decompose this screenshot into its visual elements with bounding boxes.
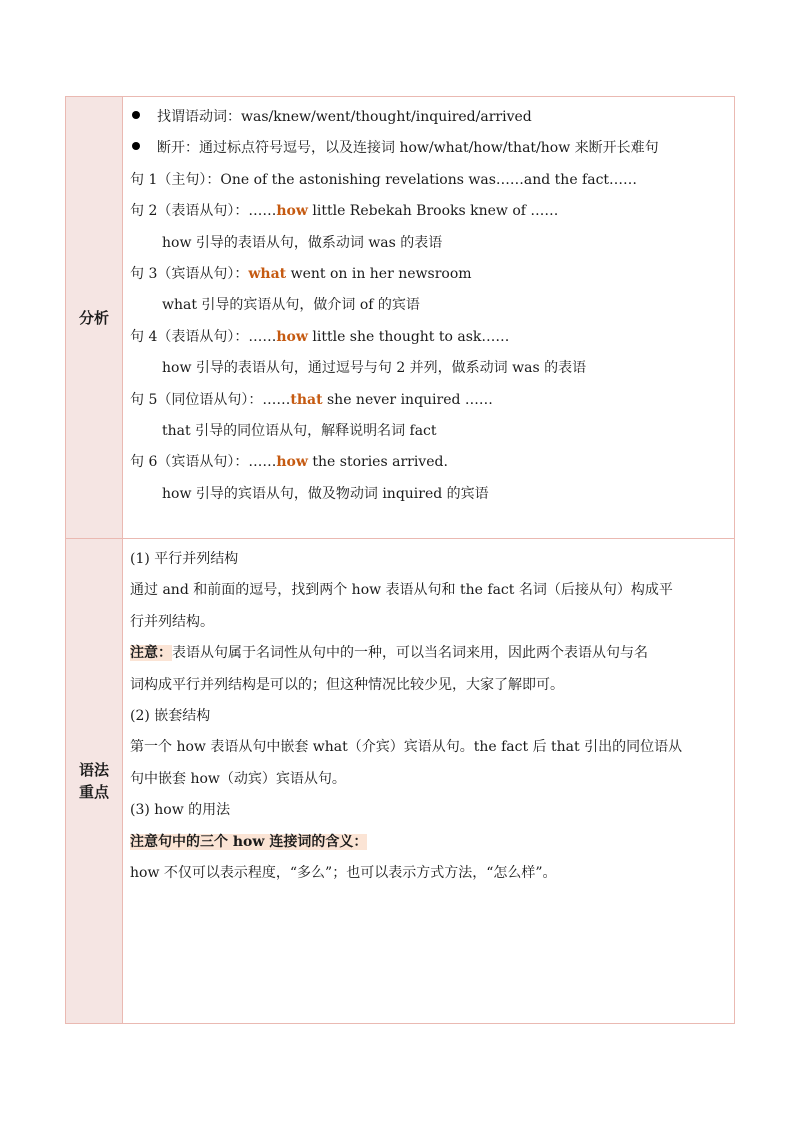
grammar-note-label: 注意：	[130, 645, 172, 662]
sentence-4-note	[130, 353, 728, 384]
bullet-predicates-text: 找谓语动词：was/knew/went/thought/inquired/arrived	[157, 109, 532, 125]
sentence-1-text: 句 1（主句）：One of the astonishing revelations was……and the fact……	[130, 171, 638, 188]
grammar-emphasis-text: 注意句中的三个 how 连接词的含义：	[130, 833, 368, 850]
grammar-label-line-1: 语法	[78, 761, 109, 779]
sentence-3-keyword: what	[248, 265, 287, 282]
grammar-para-parallel-2-text: 行并列结构。	[130, 613, 214, 630]
sentence-2-keyword: how	[276, 203, 308, 220]
grammar-heading-parallel	[130, 544, 728, 575]
sentence-6-note	[130, 479, 728, 510]
grammar-label-cell	[66, 539, 123, 1023]
sentence-4-prefix: 句 4（表语从句）：……	[130, 328, 277, 345]
analysis-content	[123, 97, 734, 538]
sentence-5-keyword: that	[290, 391, 323, 408]
grammar-heading-nested	[130, 701, 728, 732]
analysis-table	[65, 96, 735, 1024]
sentence-6-rest: the stories arrived.	[307, 454, 448, 471]
sentence-3-note	[130, 290, 728, 321]
sentence-4-rest: little she thought to ask……	[307, 328, 510, 345]
sentence-2-note	[130, 228, 728, 259]
grammar-note-2-text: 词构成平行并列结构是可以的；但这种情况比较少见，大家了解即可。	[130, 676, 564, 693]
sentence-5-rest: she never inquired ……	[322, 391, 493, 408]
sentence-5	[130, 385, 728, 416]
grammar-emphasis	[130, 827, 728, 858]
sentence-4-keyword: how	[276, 328, 308, 345]
sentence-4	[130, 322, 728, 353]
grammar-label-line-2: 重点	[78, 783, 109, 801]
grammar-para-nested-1	[130, 732, 728, 763]
grammar-content	[123, 539, 734, 1023]
grammar-heading-nested-text: (2) 嵌套结构	[130, 707, 211, 724]
analysis-label: 分析	[78, 308, 109, 327]
sentence-6-prefix: 句 6（宾语从句）：……	[130, 454, 277, 471]
grammar-note-1	[130, 638, 728, 669]
sentence-5-note	[130, 416, 728, 447]
sentence-3-note-text: what 引导的宾语从句，做介词 of 的宾语	[162, 297, 420, 314]
grammar-para-parallel-2	[130, 607, 728, 638]
grammar-heading-how-text: (3) how 的用法	[130, 802, 231, 819]
grammar-para-parallel-1-text: 通过 and 和前面的逗号，找到两个 how 表语从句和 the fact 名词（后接从句）构成平	[130, 582, 673, 599]
bullet-split	[130, 133, 728, 164]
grammar-para-how-text: how 不仅可以表示程度，“多么”；也可以表示方式方法，“怎么样”。	[130, 864, 557, 881]
sentence-6	[130, 447, 728, 478]
grammar-para-how	[130, 858, 728, 889]
sentence-3-prefix: 句 3（宾语从句）：	[130, 265, 249, 282]
sentence-2-prefix: 句 2（表语从句）：……	[130, 203, 277, 220]
grammar-heading-parallel-text: (1) 平行并列结构	[130, 551, 239, 567]
grammar-para-parallel-1	[130, 575, 728, 606]
analysis-row	[66, 97, 734, 538]
sentence-3-rest: went on in her newsroom	[286, 265, 472, 282]
grammar-para-nested-2	[130, 764, 728, 795]
bullet-icon	[132, 142, 140, 150]
sentence-1	[130, 165, 728, 196]
bullet-split-text: 断开：通过标点符号逗号，以及连接词 how/what/how/that/how 来断开长难句	[157, 140, 659, 157]
sentence-5-prefix: 句 5（同位语从句）：……	[130, 391, 291, 408]
grammar-para-nested-1-text: 第一个 how 表语从句中嵌套 what（介宾）宾语从句。the fact 后 that 引出的同位语从	[130, 739, 683, 756]
grammar-para-nested-2-text: 句中嵌套 how（动宾）宾语从句。	[130, 770, 346, 787]
grammar-note-1-text: 表语从句属于名词性从句中的一种，可以当名词来用，因此两个表语从句与名	[172, 645, 648, 662]
sentence-6-keyword: how	[276, 454, 308, 471]
sentence-6-note-text: how 引导的宾语从句，做及物动词 inquired 的宾语	[162, 485, 489, 502]
grammar-row	[66, 538, 734, 1023]
analysis-label-cell	[66, 97, 123, 538]
grammar-heading-how	[130, 795, 728, 826]
grammar-label	[79, 759, 109, 803]
grammar-note-2	[130, 670, 728, 701]
bullet-predicates	[130, 102, 728, 133]
sentence-2	[130, 196, 728, 227]
bullet-icon	[132, 111, 140, 119]
sentence-2-rest: little Rebekah Brooks knew of ……	[307, 203, 559, 220]
sentence-4-note-text: how 引导的表语从句，通过逗号与句 2 并列，做系动词 was 的表语	[162, 360, 587, 377]
sentence-2-note-text: how 引导的表语从句，做系动词 was 的表语	[162, 234, 443, 251]
sentence-3	[130, 259, 728, 290]
sentence-5-note-text: that 引导的同位语从句，解释说明名词 fact	[162, 422, 437, 439]
